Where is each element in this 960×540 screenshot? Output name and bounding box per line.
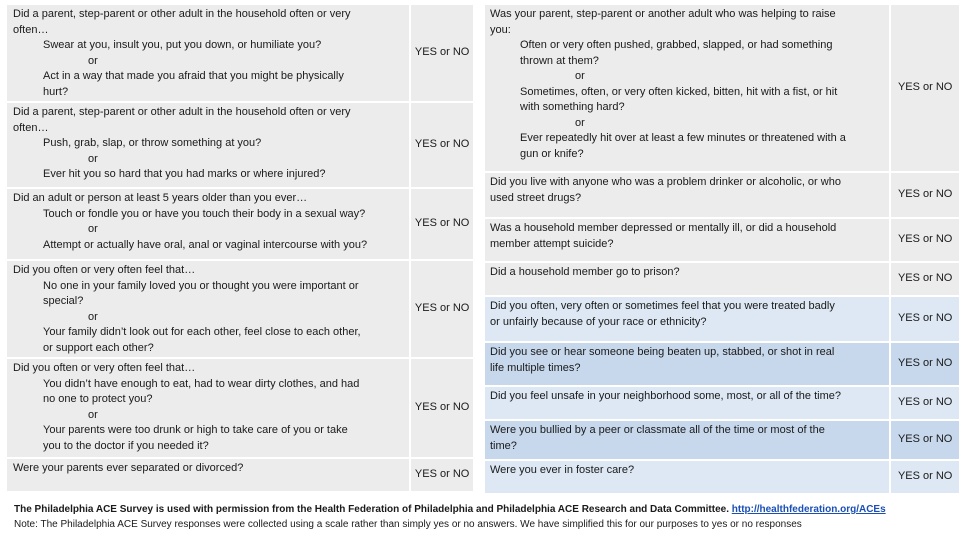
question-text [485,297,889,341]
answer-yes-no[interactable]: YES or NO [889,461,959,493]
answer-yes-no[interactable]: YES or NO [889,343,959,385]
question-line: no one to protect you? [43,393,153,405]
question-line: or [88,310,98,323]
question-line: time? [490,439,517,452]
question-line: or [88,408,98,421]
question-line: you: [490,23,511,36]
answer-yes-no[interactable]: YES or NO [409,189,473,259]
question-line: Was a household member depressed or mentally ill, or did a household [490,222,837,234]
question-line: thrown at them? [520,54,599,67]
question-line: Did you see or hear someone being beaten up, stabbed, or shot in real [490,346,835,358]
question-line: or unfairly because of your race or ethnicity? [490,315,707,328]
footer-permission-text: The Philadelphia ACE Survey is used with permission from the Health Federation of Philadelphia and Philadelphia ACE Research and Data Committee. [14,504,729,515]
question-line: Ever repeatedly hit over at least a few minutes or threatened with a [520,132,846,144]
question-text [485,5,889,171]
footer-note: Note: The Philadelphia ACE Survey responses were collected using a scale rather than simply yes or no answers. We have simplified this for our purposes to yes or no responses [14,519,802,530]
right-question-column [484,4,960,494]
question-text [485,461,889,493]
answer-yes-no[interactable]: YES or NO [889,263,959,295]
answer-yes-no[interactable]: YES or NO [889,219,959,261]
question-line: Ever hit you so hard that you had marks or where injured? [43,168,326,180]
question-line: Sometimes, often, or very often kicked, bitten, hit with a fist, or hit [520,85,838,98]
question-line: Often or very often pushed, grabbed, slapped, or had something [520,39,833,51]
right-question-row [484,296,960,342]
question-line: Push, grab, slap, or throw something at you? [43,137,262,149]
left-question-row [6,458,474,492]
question-line: often… [13,121,49,134]
question-line: Your family didn’t look out for each other, feel close to each other, [43,326,361,338]
question-line: Did you often, very often or sometimes feel that you were treated badly [490,300,835,312]
answer-yes-no[interactable]: YES or NO [889,421,959,459]
left-question-row [6,358,474,458]
question-text [485,343,889,385]
left-question-row [6,4,474,102]
question-line: life multiple times? [490,361,581,374]
question-text [485,219,889,261]
answer-yes-no[interactable]: YES or NO [409,5,473,101]
question-line: Did a parent, step-parent or other adult in the household often or very [13,106,351,118]
question-line: Act in a way that made you afraid that you might be physically [43,70,344,82]
question-line: or support each other? [43,341,154,354]
answer-yes-no[interactable]: YES or NO [889,5,959,171]
right-question-row [484,262,960,296]
question-line: with something hard? [520,101,625,113]
question-line: Attempt or actually have oral, anal or vaginal intercourse with you? [43,238,368,251]
answer-yes-no[interactable]: YES or NO [889,297,959,341]
answer-yes-no[interactable]: YES or NO [889,173,959,217]
question-line: gun or knife? [520,147,584,160]
question-line: or [88,54,98,67]
question-line: Touch or fondle you or have you touch their body in a sexual way? [43,207,366,220]
answer-yes-no[interactable]: YES or NO [409,459,473,491]
question-line: special? [43,295,84,307]
question-line: hurt? [43,85,69,98]
ace-survey-table [6,4,954,496]
left-question-row [6,102,474,188]
question-text [485,173,889,217]
question-text [7,459,409,491]
question-text [7,359,409,457]
question-line: Your parents were too drunk or high to take care of you or take [43,424,348,436]
footer-attribution [14,502,954,517]
right-question-row [484,420,960,460]
question-line: or [88,223,98,235]
question-text [7,103,409,187]
question-line: Did an adult or person at least 5 years older than you ever… [13,192,308,204]
question-line: Were you ever in foster care? [490,464,635,476]
question-text [485,263,889,295]
question-line: Swear at you, insult you, put you down, or humiliate you? [43,39,322,51]
question-line: Did you often or very often feel that… [13,362,196,374]
question-line: used street drugs? [490,191,582,204]
question-line: Was your parent, step-parent or another adult who was helping to raise [490,8,836,20]
question-line: you to the doctor if you needed it? [43,439,209,452]
question-line: Did you often or very often feel that… [13,264,196,276]
question-line: or [575,116,585,129]
right-question-row [484,342,960,386]
question-line: Were your parents ever separated or divorced? [13,462,244,474]
question-line: often… [13,23,49,36]
question-line: or [575,70,585,82]
question-line: Were you bullied by a peer or classmate all of the time or most of the [490,424,825,436]
question-text [485,387,889,419]
footer [14,502,954,532]
right-question-row [484,172,960,218]
question-line: Did a household member go to prison? [490,266,680,278]
answer-yes-no[interactable]: YES or NO [409,103,473,187]
footer-link[interactable]: http://healthfederation.org/ACEs [731,504,886,515]
right-question-row [484,386,960,420]
answer-yes-no[interactable]: YES or NO [889,387,959,419]
right-question-row [484,460,960,494]
question-text [7,5,409,101]
left-question-column [6,4,474,492]
question-text [7,189,409,259]
question-line: member attempt suicide? [490,237,614,250]
question-line: Did you feel unsafe in your neighborhood some, most, or all of the time? [490,390,841,402]
right-question-row [484,218,960,262]
question-line: You didn’t have enough to eat, had to wear dirty clothes, and had [43,377,360,390]
question-line: Did a parent, step-parent or other adult in the household often or very [13,8,351,20]
question-text [7,261,409,357]
question-line: No one in your family loved you or thought you were important or [43,279,359,292]
left-question-row [6,188,474,260]
question-text [485,421,889,459]
question-line: or [88,152,98,165]
answer-yes-no[interactable]: YES or NO [409,359,473,457]
question-line: Did you live with anyone who was a problem drinker or alcoholic, or who [490,176,841,188]
left-question-row [6,260,474,358]
answer-yes-no[interactable]: YES or NO [409,261,473,357]
right-question-row [484,4,960,172]
